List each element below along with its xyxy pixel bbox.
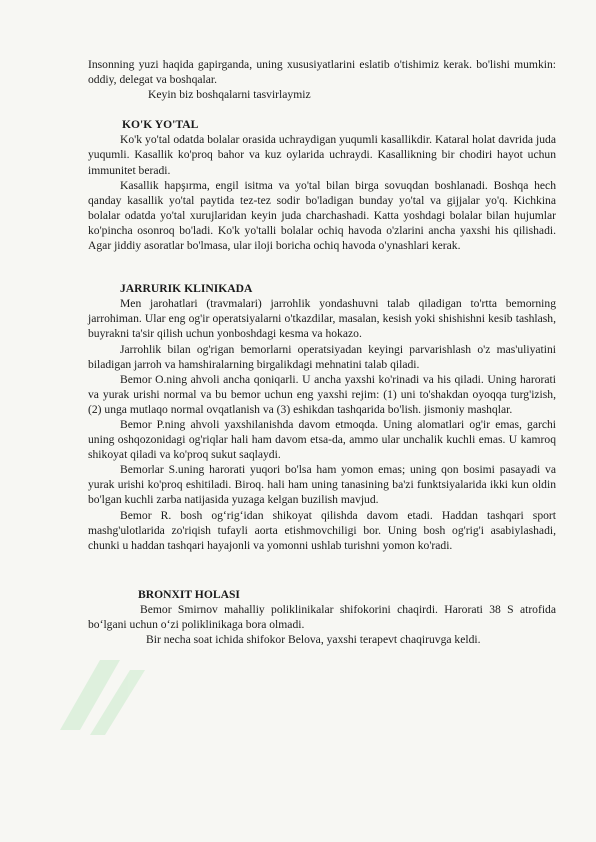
section-heading-bronxit: BRONXIT HOLASI [138, 587, 240, 601]
jarrurik-paragraph-5: Bemorlar S.uning harorati yuqori bo'lsa ham yomon emas; uning qon bosimi pasayadi va yurak urishi ko'proq eshitiladi. Biroq. hali ham uning tanasining ba'zi funktsiyalarida ikki kun oldin bo'lgan kuchli zarba natijasida yuzaga kelgan buzilish mavjud. [88, 463, 556, 507]
kokyotal-paragraph-2: Kasallik hapşırma, engil isitma va yo'tal bilan birga sovuqdan boshlanadi. Boshqa hech qanday kasallik yo'tal paytida tez-tez sodir bo'ladigan bunday yo'tal va gijjalar yo'q. Kichkina bolalar odatda yo'tal xurujlaridan keyin juda charchashadi. Katta yoshdagi bolalar bilan hujumlar ko'pincha osonroq bo'ladi. Ko'k yo'talli bolalar ochiq havoda o'zlarini ancha yaxshi his qilishadi. Agar jiddiy asoratlar bo'lmasa, ular iloji boricha ochiq havoda o'ynashlari kerak. [88, 178, 556, 253]
jarrurik-paragraph-4: Bemor P.ning ahvoli yaxshilanishda davom etmoqda. Uning alomatlari og'ir emas, garchi uning oshqozonidagi og'riqlar hali ham davom etsa-da, ammo ular unchalik kuchli emas. U kamroq shikoyat qiladi va ko'proq sukut saqlaydi. [88, 417, 556, 462]
bronxit-paragraph-1: Bemor Smirnov mahalliy poliklinikalar shifokorini chaqirdi. Harorati 38 S atrofida bo‘lgani uchun o‘zi poliklinikaga bora olmadi. [88, 602, 556, 631]
section-heading-jarrurik: JARRURIK KLINIKADA [120, 282, 253, 296]
kokyotal-paragraph-1: Ko'k yo'tal odatda bolalar orasida uchraydigan yuqumli kasallikdir. Kataral holat davrida juda yuqumli. Kasallik ko'proq bahor va kuz oylarida uchraydi. Kasallikning bir chodiri hayot uchun immunitet beradi. [88, 133, 556, 177]
intro-paragraph-2: Keyin biz boshqalarni tasvirlaymiz [148, 88, 311, 102]
jarrurik-paragraph-6: Bemor R. bosh og‘rig‘idan shikoyat qilishda davom etadi. Haddan tashqari sport mashg'ulotlarida zo'riqish tufayli aorta etishmovchiligi bor. Uning bosh og'rig'i asabiylashadi, chunki u haddan tashqari hayajonli va yomonni ushlab turishni yomon ko'radi. [88, 508, 556, 552]
watermark-logo-icon [40, 640, 160, 760]
jarrurik-paragraph-2: Jarrohlik bilan og'rigan bemorlarni operatsiyadan keyingi parvarishlash o'z mas'uliyatini biladigan jarroh va hamshiralarning birgalikdagi mehnatini talab qiladi. [88, 342, 556, 371]
document-body [88, 57, 556, 647]
intro-paragraph-1: Insonning yuzi haqida gapirganda, uning xususiyatlarini eslatib o'tishimiz kerak. bo'lishi mumkin: oddiy, delegat va boshqalar. [88, 58, 556, 87]
section-heading-kokyotal: KO'K YO'TAL [122, 118, 199, 132]
jarrurik-paragraph-1: Men jarohatlari (travmalari) jarrohlik yondashuvni talab qiladigan to'rtta bemorning jarrohiman. Ular eng og'ir operatsiyalarni o'tkazdilar, masalan, kesish yoki shishishni kesib tashlash, buyrakni ta'sir qilish uchun yonboshdagi kesma va hokazo. [88, 297, 556, 341]
jarrurik-paragraph-3: Bemor O.ning ahvoli ancha qoniqarli. U ancha yaxshi ko'rinadi va his qiladi. Uning harorati va yurak urishi normal va bu bemor uchun eng yaxshi rejim: (1) uni to'shakdan oyoqqa turg'izish, (2) unga mutlaqo normal ovqatlanish va (3) eshikdan tashqarida bo'lish. jismoniy mashqlar. [88, 372, 556, 416]
bronxit-paragraph-2: Bir necha soat ichida shifokor Belova, yaxshi terapevt chaqiruvga keldi. [146, 633, 481, 647]
